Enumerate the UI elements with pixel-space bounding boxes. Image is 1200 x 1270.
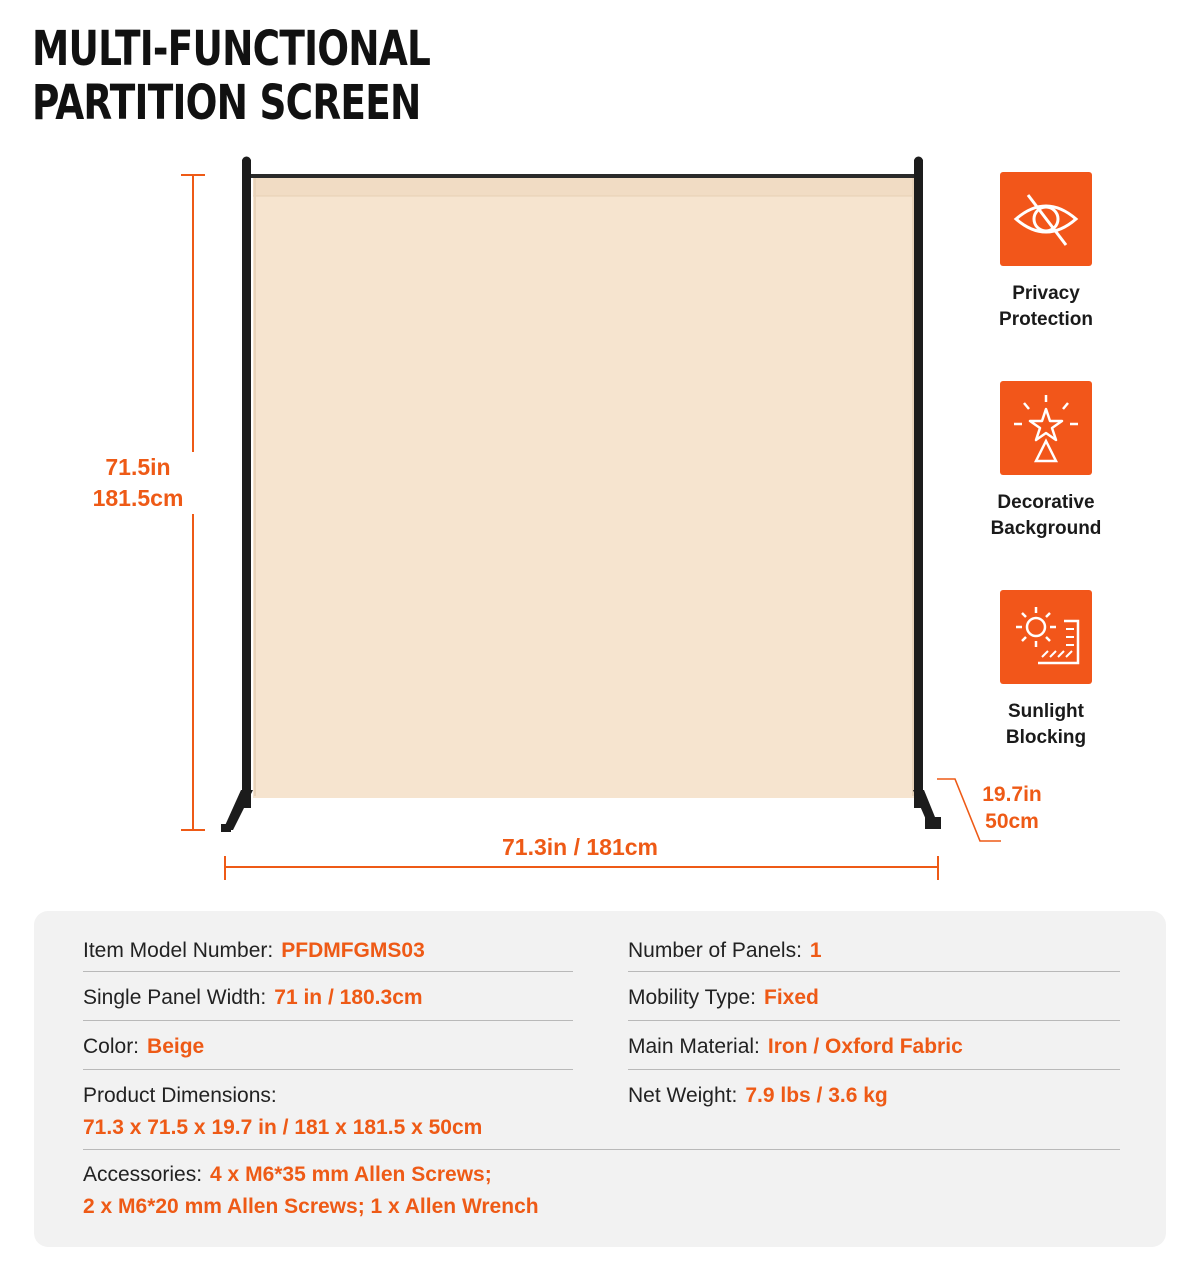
star-sparkle-icon [1010, 391, 1082, 465]
spec-label: Single Panel Width: [83, 986, 267, 1009]
width-dimension-line [225, 866, 938, 868]
width-dimension-cap-left [224, 856, 226, 880]
spec-color [83, 1031, 204, 1063]
spec-label: Color: [83, 1035, 140, 1058]
height-inches: 71.5in [105, 454, 171, 480]
fabric-panel [253, 176, 915, 798]
spec-label: Mobility Type: [628, 986, 756, 1009]
spec-value: Fixed [764, 986, 819, 1009]
feature-decorative-background [970, 381, 1122, 542]
feature-label: Decorative Background [990, 492, 1102, 539]
spec-divider [83, 1149, 1120, 1150]
fabric-top-hem [253, 176, 915, 196]
specifications-panel [34, 911, 1166, 1247]
left-pole [242, 160, 251, 808]
spec-value: 4 x M6*35 mm Allen Screws; [210, 1163, 492, 1186]
spec-main-material [628, 1031, 963, 1063]
feature-label: Privacy Protection [999, 283, 1093, 330]
width-dimension-cap-right [937, 856, 939, 880]
spec-divider [628, 1020, 1120, 1021]
spec-label: Product Dimensions: [83, 1084, 277, 1107]
spec-item-model-number [83, 935, 425, 967]
title-line-1: MULTI-FUNCTIONAL [32, 21, 431, 77]
spec-value: 71 in / 180.3cm [274, 986, 423, 1009]
privacy-icon-tile [1000, 172, 1092, 266]
feature-privacy-protection [970, 172, 1122, 333]
top-bar [247, 174, 921, 178]
decorative-icon-tile [1000, 381, 1092, 475]
spec-value: Beige [147, 1035, 205, 1058]
width-dimension-label: 71.3in / 181cm [502, 834, 658, 860]
height-dimension-cap-top [181, 174, 205, 176]
spec-value: 2 x M6*20 mm Allen Screws; 1 x Allen Wrench [83, 1195, 539, 1218]
sun-blocking-icon [1008, 601, 1084, 673]
spec-label: Number of Panels: [628, 939, 802, 962]
spec-divider [628, 971, 1120, 972]
height-dimension-cap-bottom [181, 829, 205, 831]
spec-net-weight [628, 1080, 888, 1112]
spec-label: Main Material: [628, 1035, 760, 1058]
title-line-2: PARTITION SCREEN [32, 75, 421, 131]
spec-number-of-panels [628, 935, 822, 967]
spec-single-panel-width [83, 982, 423, 1014]
spec-mobility-type [628, 982, 819, 1014]
eye-slash-icon [1010, 189, 1082, 249]
feature-sunlight-blocking [970, 590, 1122, 751]
spec-label: Accessories: [83, 1163, 203, 1186]
spec-value: Iron / Oxford Fabric [767, 1035, 963, 1058]
spec-label: Item Model Number: [83, 939, 274, 962]
depth-inches: 19.7in [982, 783, 1042, 806]
feature-label: Sunlight Blocking [1005, 701, 1087, 748]
depth-centimeters: 50cm [985, 810, 1039, 833]
spec-product-dimensions [83, 1080, 482, 1144]
spec-accessories [83, 1159, 539, 1223]
depth-dimension-label [972, 781, 1052, 835]
right-pole [914, 160, 923, 808]
height-centimeters: 181.5cm [92, 485, 184, 511]
spec-value: PFDMFGMS03 [281, 939, 425, 962]
spec-value: 7.9 lbs / 3.6 kg [745, 1084, 888, 1107]
spec-value: 71.3 x 71.5 x 19.7 in / 181 x 181.5 x 50cm [83, 1116, 483, 1139]
partition-screen-image [215, 150, 955, 840]
spec-divider [628, 1069, 1120, 1070]
sunlight-icon-tile [1000, 590, 1092, 684]
spec-divider [83, 1069, 573, 1070]
spec-label: Net Weight: [628, 1084, 738, 1107]
spec-value: 1 [809, 939, 822, 962]
page-title [32, 22, 430, 130]
height-dimension-label [78, 452, 198, 514]
spec-divider [83, 1020, 573, 1021]
spec-divider [83, 971, 573, 972]
